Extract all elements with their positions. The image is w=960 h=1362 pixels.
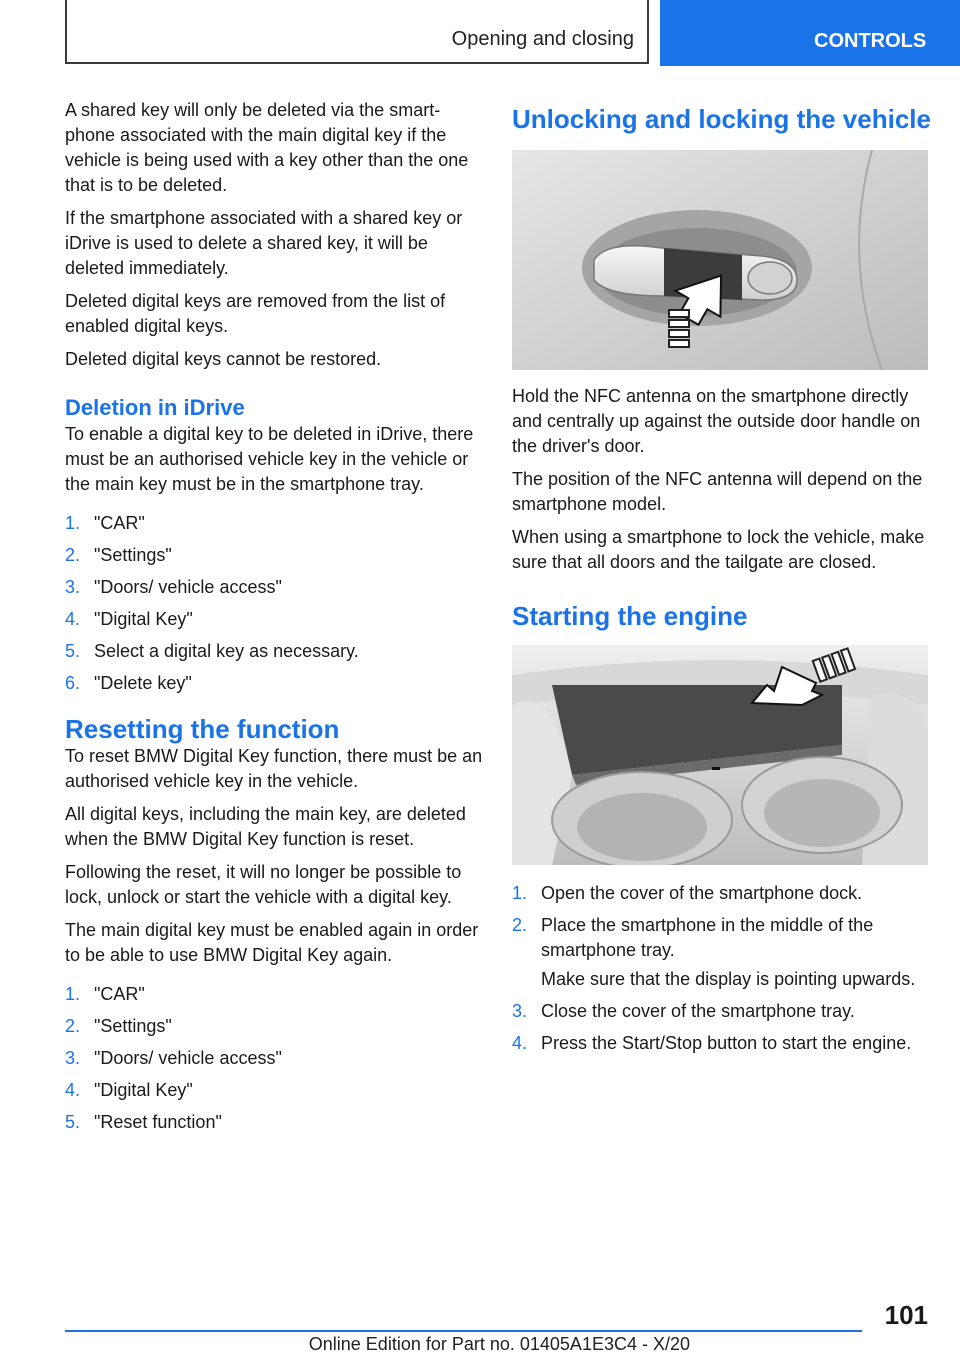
edition-text: Online Edition for Part no. 01405A1E3C4 - X/20	[308, 1334, 690, 1354]
reset-paragraph: The main digital key must be enabled again in order to be able to use BMW Digital Key again.	[65, 920, 479, 965]
chapter-label: CONTROLS	[814, 30, 927, 52]
step-number: 5.	[65, 641, 81, 661]
step-number: 4.	[65, 1080, 81, 1100]
door-handle-illustration	[512, 150, 928, 370]
unlock-paragraph: When using a smartphone to lock the vehicle, make sure that all doors and the tailgate are closed.	[512, 527, 925, 572]
step-text: Select a digital key as necessary.	[94, 641, 359, 661]
step-text: Place the smartphone in the middle of the smartphone tray.	[541, 915, 874, 960]
intro-paragraph: If the smartphone associated with a shared key or iDrive is used to delete a shared key, it will be deleted immediately.	[65, 208, 463, 278]
door-handle-drawing	[512, 150, 928, 370]
step-text: "Digital Key"	[94, 609, 193, 629]
list-item	[65, 1014, 483, 1039]
start-steps	[512, 881, 932, 1056]
step-number: 6.	[65, 673, 81, 693]
intro-paragraph: Deleted digital keys are removed from the list of enabled digital keys.	[65, 291, 446, 336]
step-number: 5.	[65, 1112, 81, 1132]
smartphone-tray-illustration	[512, 645, 928, 865]
list-item	[65, 1078, 483, 1103]
step-number: 2.	[65, 1016, 81, 1036]
list-item	[65, 575, 483, 600]
step-number: 4.	[512, 1033, 528, 1053]
list-item	[65, 982, 483, 1007]
unlock-heading: Unlocking and locking the vehicle	[512, 104, 931, 134]
list-item	[65, 543, 483, 568]
reset-paragraph: Following the reset, it will no longer be possible to lock, unlock or start the vehicle with a digital key.	[65, 862, 462, 907]
step-text: Close the cover of the smartphone tray.	[541, 1001, 855, 1021]
step-text: "Digital Key"	[94, 1080, 193, 1100]
right-column	[512, 104, 932, 1064]
step-text: Open the cover of the smartphone dock.	[541, 883, 863, 903]
step-text: "Delete key"	[94, 673, 192, 693]
step-text: "Settings"	[94, 545, 172, 565]
step-text: "Settings"	[94, 1016, 172, 1036]
chapter-tab	[660, 0, 960, 66]
start-heading: Starting the engine	[512, 601, 748, 631]
step-number: 1.	[512, 883, 528, 903]
step-number: 1.	[65, 513, 81, 533]
step-number: 2.	[512, 915, 528, 935]
list-item	[65, 607, 483, 632]
step-text: "Doors/ vehicle access"	[94, 577, 282, 597]
footer-divider	[65, 1330, 862, 1332]
unlock-paragraph: Hold the NFC antenna on the smartphone directly and centrally up against the outside door handle on the driver's door.	[512, 386, 921, 456]
deletion-steps	[65, 511, 483, 696]
list-item	[512, 1031, 932, 1056]
reset-heading: Resetting the function	[65, 714, 340, 744]
list-item	[512, 881, 932, 906]
intro-paragraph: Deleted digital keys cannot be restored.	[65, 349, 382, 369]
list-item	[512, 999, 932, 1024]
step-text: Press the Start/Stop button to start the engine.	[541, 1033, 912, 1053]
list-item	[65, 671, 483, 696]
step-number: 3.	[512, 1001, 528, 1021]
step-number: 3.	[65, 1048, 81, 1068]
list-item	[65, 1046, 483, 1071]
smartphone-tray-drawing	[512, 645, 928, 865]
deletion-text: To enable a digital key to be deleted in iDrive, there must be an authorised vehicle key in the vehicle or the main key must be in the smartphone tray.	[65, 424, 474, 494]
step-note: Make sure that the display is pointing upwards.	[541, 969, 916, 989]
step-text: "CAR"	[94, 984, 145, 1004]
step-text: "CAR"	[94, 513, 145, 533]
step-number: 3.	[65, 577, 81, 597]
page-number: 101	[884, 1300, 928, 1330]
step-text: "Reset function"	[94, 1112, 222, 1132]
deletion-heading: Deletion in iDrive	[65, 395, 245, 420]
list-item	[512, 913, 932, 992]
step-number: 2.	[65, 545, 81, 565]
step-number: 4.	[65, 609, 81, 629]
list-item	[65, 639, 483, 664]
left-column	[65, 98, 483, 1143]
unlock-paragraph: The position of the NFC antenna will depend on the smartphone model.	[512, 469, 923, 514]
list-item	[65, 511, 483, 536]
step-text: "Doors/ vehicle access"	[94, 1048, 282, 1068]
section-title: Opening and closing	[451, 28, 634, 50]
reset-paragraph: To reset BMW Digital Key function, there must be an authorised vehicle key in the vehicle.	[65, 746, 483, 791]
list-item	[65, 1110, 483, 1135]
reset-paragraph: All digital keys, including the main key, are deleted when the BMW Digital Key function is reset.	[65, 804, 466, 849]
reset-steps	[65, 982, 483, 1135]
step-number: 1.	[65, 984, 81, 1004]
intro-paragraph: A shared key will only be deleted via the smartphone associated with the main digital key if the vehicle is being used with a key other than the one that is to be deleted.	[65, 100, 469, 195]
page-header	[0, 0, 960, 66]
